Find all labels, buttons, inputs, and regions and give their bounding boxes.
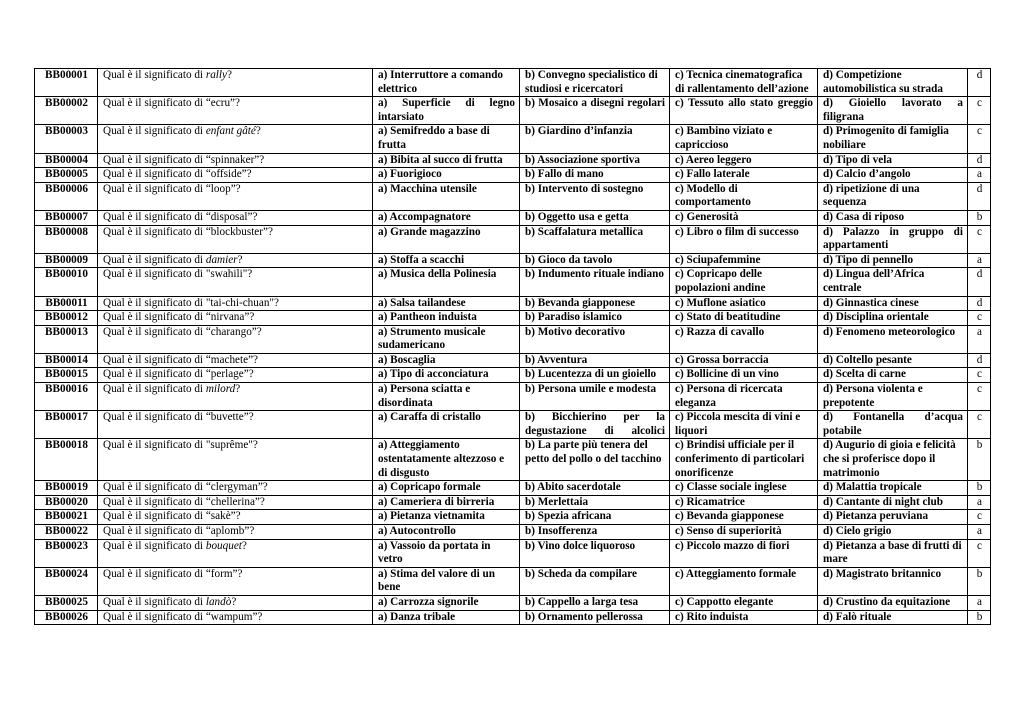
table-row — [35, 439, 991, 481]
option-a: a) Superficie di legno intarsiato — [373, 97, 520, 125]
question-suffix: ? — [231, 595, 237, 608]
option-b: b) Scheda da compilare — [520, 567, 670, 595]
question-term: bouquet — [205, 539, 242, 552]
question-code: BB00015 — [35, 368, 98, 383]
table-row — [35, 253, 991, 268]
option-a: a) Persona sciatta e disordinata — [373, 383, 520, 411]
option-a: a) Grande magazzino — [373, 225, 520, 253]
table-row — [35, 69, 991, 97]
question-code: BB00004 — [35, 153, 98, 168]
question-term: damier — [205, 253, 238, 266]
correct-answer: d — [968, 153, 991, 168]
correct-answer: a — [968, 495, 991, 510]
question-text — [98, 253, 373, 268]
option-a: a) Pantheon induista — [373, 311, 520, 326]
table-row — [35, 610, 991, 625]
option-c: c) Rito induista — [670, 610, 818, 625]
table-row — [35, 168, 991, 183]
question-code: BB00012 — [35, 311, 98, 326]
question-code: BB00009 — [35, 253, 98, 268]
option-c: c) Modello di comportamento — [670, 182, 818, 210]
correct-answer: d — [968, 182, 991, 210]
table-row — [35, 595, 991, 610]
question-code: BB00002 — [35, 97, 98, 125]
option-b: b) Persona umile e modesta — [520, 383, 670, 411]
table-row — [35, 481, 991, 496]
question-text — [98, 383, 373, 411]
option-b: b) Scaffalatura metallica — [520, 225, 670, 253]
question-code: BB00003 — [35, 125, 98, 153]
option-b: b) Bicchierino per la degustazione di alcolici — [520, 411, 670, 439]
question-code: BB00019 — [35, 481, 98, 496]
option-c: c) Stato di beatitudine — [670, 311, 818, 326]
option-b: b) Gioco da tavolo — [520, 253, 670, 268]
question-text: Qual è il significato di “loop”? — [98, 182, 373, 210]
option-c: c) Sciupafemmine — [670, 253, 818, 268]
correct-answer: a — [968, 168, 991, 183]
option-c: c) Brindisi ufficiale per il conferimento di particolari onorificenze — [670, 439, 818, 481]
option-a: a) Tipo di acconciatura — [373, 368, 520, 383]
question-term: milord — [205, 383, 236, 396]
option-b: b) Intervento di sostegno — [520, 182, 670, 210]
table-row — [35, 368, 991, 383]
question-suffix: ? — [226, 69, 232, 81]
question-suffix: ? — [235, 383, 241, 396]
option-d: d) Competizione automobilistica su strada — [818, 69, 968, 97]
option-b: b) Avventura — [520, 353, 670, 368]
option-d: d) Cantante di night club — [818, 495, 968, 510]
option-a: a) Interruttore a comando elettrico — [373, 69, 520, 97]
option-d: d) Pietanza peruviana — [818, 510, 968, 525]
option-c: c) Razza di cavallo — [670, 325, 818, 353]
correct-answer: d — [968, 353, 991, 368]
option-b: b) Abito sacerdotale — [520, 481, 670, 496]
question-prefix: Qual è il significato di — [103, 595, 206, 608]
question-text: Qual è il significato di “nirvana”? — [98, 311, 373, 326]
question-text: Qual è il significato di “buvette”? — [98, 411, 373, 439]
question-code: BB00020 — [35, 495, 98, 510]
option-d: d) Calcio d’angolo — [818, 168, 968, 183]
option-a: a) Copricapo formale — [373, 481, 520, 496]
question-text: Qual è il significato di “perlage”? — [98, 368, 373, 383]
question-suffix: ? — [237, 253, 243, 266]
correct-answer: a — [968, 253, 991, 268]
option-c: c) Cappotto elegante — [670, 595, 818, 610]
option-c: c) Grossa borraccia — [670, 353, 818, 368]
table-row — [35, 225, 991, 253]
question-text: Qual è il significato di “machete”? — [98, 353, 373, 368]
option-b: b) Mosaico a disegni regolari — [520, 97, 670, 125]
table-row — [35, 311, 991, 326]
correct-answer: b — [968, 481, 991, 496]
option-c: c) Muflone asiatico — [670, 296, 818, 311]
option-c: c) Tessuto allo stato greggio — [670, 97, 818, 125]
option-a: a) Vassoio da portata in vetro — [373, 539, 520, 567]
option-d: d) Pietanza a base di frutti di mare — [818, 539, 968, 567]
option-b: b) La parte più tenera del petto del pollo o del tacchino — [520, 439, 670, 481]
question-text: Qual è il significato di “form”? — [98, 567, 373, 595]
question-code: BB00026 — [35, 610, 98, 625]
option-a: a) Cameriera di birreria — [373, 495, 520, 510]
option-a: a) Musica della Polinesia — [373, 268, 520, 296]
option-a: a) Macchina utensile — [373, 182, 520, 210]
option-c: c) Bollicine di un vino — [670, 368, 818, 383]
correct-answer: b — [968, 610, 991, 625]
question-code: BB00017 — [35, 411, 98, 439]
table-row — [35, 97, 991, 125]
option-c: c) Ricamatrice — [670, 495, 818, 510]
question-prefix: Qual è il significato di — [103, 383, 206, 396]
option-a: a) Fuorigioco — [373, 168, 520, 183]
question-code: BB00001 — [35, 69, 98, 97]
question-text: Qual è il significato di “ecru”? — [98, 97, 373, 125]
question-text — [98, 539, 373, 567]
question-text: Qual è il significato di “spinnaker”? — [98, 153, 373, 168]
correct-answer: c — [968, 411, 991, 439]
option-c: c) Atteggiamento formale — [670, 567, 818, 595]
correct-answer: c — [968, 510, 991, 525]
option-d: d) Ginnastica cinese — [818, 296, 968, 311]
question-code: BB00016 — [35, 383, 98, 411]
question-prefix: Qual è il significato di — [103, 125, 206, 138]
option-d: d) Augurio di gioia e felicità che si proferisce dopo il matrimonio — [818, 439, 968, 481]
question-code: BB00014 — [35, 353, 98, 368]
question-text: Qual è il significato di “aplomb”? — [98, 525, 373, 540]
option-d: d) Cielo grigio — [818, 525, 968, 540]
quiz-table — [34, 68, 991, 625]
table-row — [35, 296, 991, 311]
question-code: BB00011 — [35, 296, 98, 311]
option-c: c) Libro o film di successo — [670, 225, 818, 253]
option-d: d) Scelta di carne — [818, 368, 968, 383]
option-c: c) Fallo laterale — [670, 168, 818, 183]
option-d: d) Malattia tropicale — [818, 481, 968, 496]
option-b: b) Giardino d’infanzia — [520, 125, 670, 153]
question-text: Qual è il significato di “blockbuster”? — [98, 225, 373, 253]
option-a: a) Bibita al succo di frutta — [373, 153, 520, 168]
quiz-table-body — [35, 69, 991, 625]
option-b: b) Lucentezza di un gioiello — [520, 368, 670, 383]
option-b: b) Bevanda giapponese — [520, 296, 670, 311]
option-b: b) Motivo decorativo — [520, 325, 670, 353]
question-suffix: ? — [255, 125, 261, 138]
question-text: Qual è il significato di "tai-chi-chuan"? — [98, 296, 373, 311]
option-b: b) Cappello a larga tesa — [520, 595, 670, 610]
table-row — [35, 210, 991, 225]
question-code: BB00005 — [35, 168, 98, 183]
table-row — [35, 383, 991, 411]
correct-answer: d — [968, 268, 991, 296]
option-d: d) Gioiello lavorato a filigrana — [818, 97, 968, 125]
question-text: Qual è il significato di "suprême"? — [98, 439, 373, 481]
correct-answer: c — [968, 311, 991, 326]
option-d: d) Primogenito di famiglia nobiliare — [818, 125, 968, 153]
option-d: d) Crustino da equitazione — [818, 595, 968, 610]
option-c: c) Bambino viziato e capriccioso — [670, 125, 818, 153]
option-d: d) Lingua dell’Africa centrale — [818, 268, 968, 296]
option-b: b) Insofferenza — [520, 525, 670, 540]
option-b: b) Spezia africana — [520, 510, 670, 525]
correct-answer: c — [968, 383, 991, 411]
question-term: landò — [205, 595, 232, 608]
question-text: Qual è il significato di "swahili"? — [98, 268, 373, 296]
option-a: a) Pietanza vietnamita — [373, 510, 520, 525]
option-c: c) Tecnica cinematografica di rallentamento dell’azione — [670, 69, 818, 97]
question-text: Qual è il significato di “wampum”? — [98, 610, 373, 625]
option-d: d) Fenomeno meteorologico — [818, 325, 968, 353]
option-d: d) Coltello pesante — [818, 353, 968, 368]
table-row — [35, 495, 991, 510]
option-d: d) Casa di riposo — [818, 210, 968, 225]
question-text: Qual è il significato di “chellerina”? — [98, 495, 373, 510]
question-term: enfant gâté — [205, 125, 256, 138]
option-b: b) Indumento rituale indiano — [520, 268, 670, 296]
question-code: BB00013 — [35, 325, 98, 353]
question-text — [98, 125, 373, 153]
question-prefix: Qual è il significato di — [103, 69, 206, 81]
correct-answer: c — [968, 97, 991, 125]
question-text: Qual è il significato di “charango”? — [98, 325, 373, 353]
question-code: BB00006 — [35, 182, 98, 210]
option-a: a) Caraffa di cristallo — [373, 411, 520, 439]
question-code: BB00025 — [35, 595, 98, 610]
question-text: Qual è il significato di “sakè”? — [98, 510, 373, 525]
correct-answer: b — [968, 567, 991, 595]
option-d: d) Tipo di pennello — [818, 253, 968, 268]
table-row — [35, 125, 991, 153]
table-row — [35, 353, 991, 368]
option-a: a) Carrozza signorile — [373, 595, 520, 610]
question-text: Qual è il significato di “disposal”? — [98, 210, 373, 225]
correct-answer: d — [968, 69, 991, 97]
question-text — [98, 595, 373, 610]
correct-answer: c — [968, 125, 991, 153]
option-a: a) Stoffa a scacchi — [373, 253, 520, 268]
option-a: a) Semifreddo a base di frutta — [373, 125, 520, 153]
table-row — [35, 567, 991, 595]
option-c: c) Persona di ricercata eleganza — [670, 383, 818, 411]
option-c: c) Classe sociale inglese — [670, 481, 818, 496]
question-code: BB00024 — [35, 567, 98, 595]
question-code: BB00007 — [35, 210, 98, 225]
option-d: d) ripetizione di una sequenza — [818, 182, 968, 210]
option-b: b) Paradiso islamico — [520, 311, 670, 326]
option-c: c) Generosità — [670, 210, 818, 225]
option-d: d) Palazzo in gruppo di appartamenti — [818, 225, 968, 253]
correct-answer: c — [968, 225, 991, 253]
table-row — [35, 325, 991, 353]
option-d: d) Persona violenta e prepotente — [818, 383, 968, 411]
question-code: BB00018 — [35, 439, 98, 481]
question-text — [98, 69, 373, 97]
option-c: c) Senso di superiorità — [670, 525, 818, 540]
option-c: c) Bevanda giapponese — [670, 510, 818, 525]
question-code: BB00023 — [35, 539, 98, 567]
option-b: b) Vino dolce liquoroso — [520, 539, 670, 567]
question-prefix: Qual è il significato di — [103, 253, 206, 266]
table-row — [35, 510, 991, 525]
question-suffix: ? — [241, 539, 247, 552]
correct-answer: c — [968, 368, 991, 383]
option-c: c) Aereo leggero — [670, 153, 818, 168]
option-a: a) Autocontrollo — [373, 525, 520, 540]
option-d: d) Disciplina orientale — [818, 311, 968, 326]
option-c: c) Copricapo delle popolazioni andine — [670, 268, 818, 296]
option-a: a) Boscaglia — [373, 353, 520, 368]
option-a: a) Salsa tailandese — [373, 296, 520, 311]
correct-answer: c — [968, 539, 991, 567]
question-prefix: Qual è il significato di — [103, 539, 206, 552]
correct-answer: a — [968, 525, 991, 540]
option-d: d) Fontanella d’acqua potabile — [818, 411, 968, 439]
table-row — [35, 411, 991, 439]
option-d: d) Falò rituale — [818, 610, 968, 625]
table-row — [35, 539, 991, 567]
option-a: a) Atteggiamento ostentatamente altezzoso e di disgusto — [373, 439, 520, 481]
option-b: b) Associazione sportiva — [520, 153, 670, 168]
option-a: a) Accompagnatore — [373, 210, 520, 225]
option-d: d) Tipo di vela — [818, 153, 968, 168]
option-b: b) Ornamento pellerossa — [520, 610, 670, 625]
table-row — [35, 182, 991, 210]
option-c: c) Piccolo mazzo di fiori — [670, 539, 818, 567]
option-a: a) Stima del valore di un bene — [373, 567, 520, 595]
question-code: BB00010 — [35, 268, 98, 296]
option-b: b) Oggetto usa e getta — [520, 210, 670, 225]
table-row — [35, 153, 991, 168]
correct-answer: a — [968, 325, 991, 353]
correct-answer: a — [968, 595, 991, 610]
question-term: rally — [205, 69, 227, 81]
question-code: BB00008 — [35, 225, 98, 253]
question-code: BB00021 — [35, 510, 98, 525]
question-text: Qual è il significato di “clergyman”? — [98, 481, 373, 496]
option-a: a) Danza tribale — [373, 610, 520, 625]
option-b: b) Fallo di mano — [520, 168, 670, 183]
option-b: b) Convegno specialistico di studiosi e ricercatori — [520, 69, 670, 97]
option-d: d) Magistrato britannico — [818, 567, 968, 595]
table-row — [35, 525, 991, 540]
option-c: c) Piccola mescita di vini e liquori — [670, 411, 818, 439]
question-code: BB00022 — [35, 525, 98, 540]
correct-answer: b — [968, 439, 991, 481]
table-row — [35, 268, 991, 296]
question-text: Qual è il significato di “offside”? — [98, 168, 373, 183]
correct-answer: d — [968, 296, 991, 311]
option-b: b) Merlettaia — [520, 495, 670, 510]
option-a: a) Strumento musicale sudamericano — [373, 325, 520, 353]
correct-answer: b — [968, 210, 991, 225]
